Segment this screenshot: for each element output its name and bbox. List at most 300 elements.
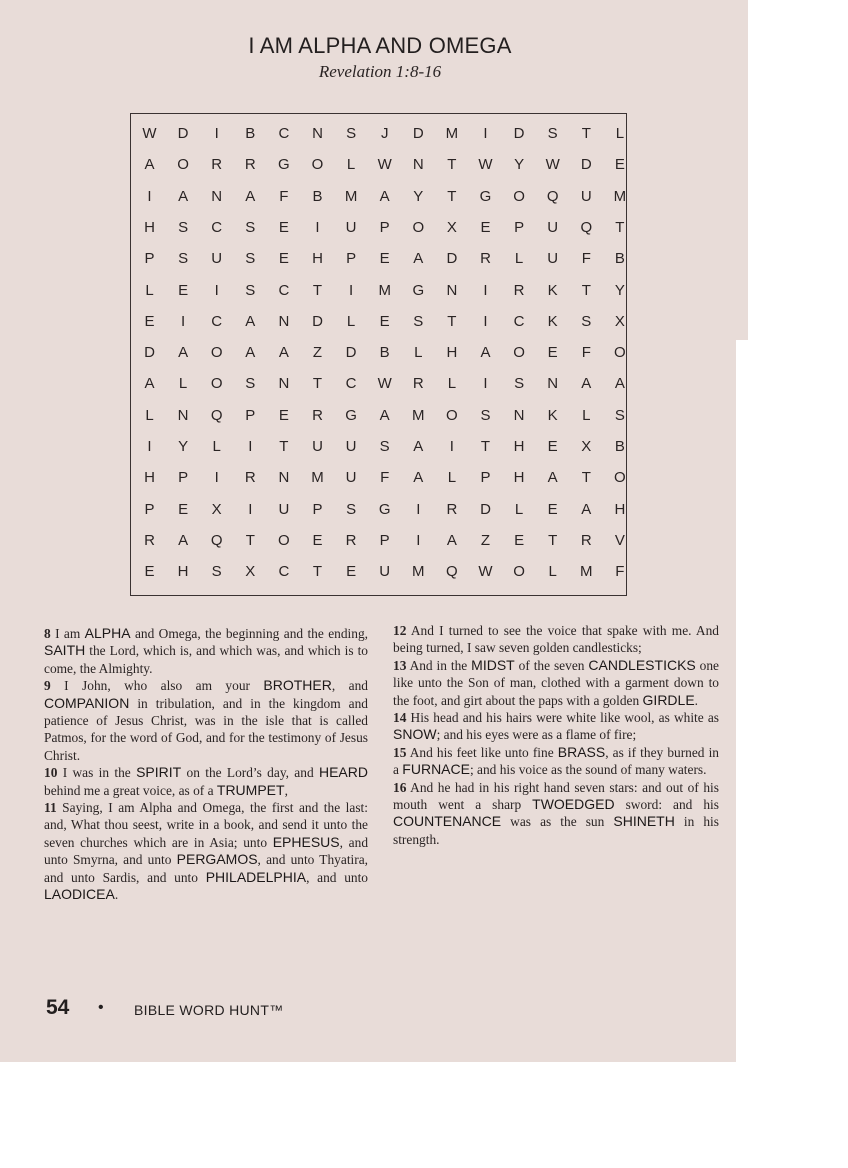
grid-letter: H — [144, 218, 155, 236]
grid-letter: I — [416, 500, 421, 518]
grid-letter: M — [344, 187, 358, 205]
grid-letter: D — [480, 500, 491, 518]
grid-letter: E — [346, 563, 357, 581]
grid-letter: I — [214, 281, 219, 299]
grid-letter: N — [547, 375, 559, 393]
grid-letter: E — [379, 250, 390, 268]
grid-letter: R — [312, 406, 323, 424]
grid-letter: A — [178, 344, 189, 362]
grid-letter: R — [144, 531, 155, 549]
verse-text: , and unto Smyrna, and unto — [44, 834, 369, 868]
grid-letter: S — [346, 125, 357, 142]
grid-letter: S — [480, 406, 491, 424]
grid-letter: S — [547, 125, 558, 142]
grid-letter: A — [178, 531, 189, 549]
grid-letter: P — [312, 500, 323, 518]
grid-letter: H — [144, 469, 155, 487]
grid-letter: O — [177, 156, 189, 174]
grid-letter: P — [245, 406, 256, 424]
grid-letter: K — [547, 406, 558, 424]
grid-letter: S — [245, 375, 256, 393]
grid-letter: U — [345, 469, 357, 487]
grid-letter: T — [447, 187, 457, 205]
grid-letter: A — [245, 187, 256, 205]
grid-letter: X — [245, 563, 256, 581]
keyword: COMPANION — [44, 694, 130, 711]
grid-letter: K — [547, 281, 558, 299]
grid-letter: D — [177, 125, 189, 142]
grid-letter: N — [312, 125, 323, 142]
verse-10 — [44, 764, 368, 799]
verse-16 — [393, 779, 719, 849]
verse-text: ; and his eyes were as a flame of fire; — [436, 727, 637, 743]
grid-letter: P — [379, 218, 390, 236]
grid-letter: M — [412, 406, 425, 424]
grid-letter: E — [278, 406, 289, 424]
grid-letter: A — [480, 344, 491, 362]
grid-letter: O — [513, 344, 525, 362]
grid-letter: E — [144, 312, 155, 330]
verse-number: 8 — [44, 626, 51, 641]
grid-letter: E — [547, 438, 558, 455]
verse-9 — [44, 677, 368, 764]
grid-letter: W — [545, 156, 560, 174]
verse-12 — [393, 622, 719, 657]
grid-letter: M — [613, 187, 627, 205]
grid-letter: P — [346, 250, 357, 268]
grid-letter: L — [414, 344, 423, 362]
page-title: I AM ALPHA AND OMEGA — [248, 33, 512, 58]
grid-letter: H — [177, 563, 189, 581]
verse-text: sword: and his — [614, 797, 719, 813]
keyword: SAITH — [44, 642, 86, 659]
verse-number: 16 — [393, 779, 407, 795]
grid-letter: X — [211, 500, 222, 518]
grid-letter: W — [478, 156, 493, 174]
verse-text: , and — [331, 678, 368, 694]
grid-letter: S — [245, 218, 256, 236]
grid-letter: C — [211, 312, 223, 330]
verse-text: . — [694, 692, 699, 708]
grid-letter: I — [248, 500, 253, 518]
grid-letter: R — [580, 531, 592, 549]
grid-letter: X — [446, 218, 457, 236]
verse-text: on the Lord’s day, and — [181, 765, 319, 781]
grid-letter: S — [178, 250, 189, 268]
keyword: COUNTENANCE — [393, 813, 502, 830]
verse-text: Saying, I am Alpha and Omega, the first and the last: and, What thou seest, write in a book, and send it unto the seven churches which are in Asia; unto — [44, 800, 368, 850]
verse-text: And his feet like unto fine — [406, 744, 558, 760]
grid-letter: L — [447, 375, 457, 393]
page-edge-lower — [722, 340, 736, 1062]
grid-letter: L — [145, 281, 154, 299]
keyword: GIRDLE — [642, 691, 695, 708]
verse-text: And he had in his right hand seven stars: and out of his mouth went a sharp — [393, 779, 719, 813]
verse-number: 12 — [393, 623, 407, 638]
verse-number: 13 — [393, 657, 407, 673]
grid-letter: H — [446, 344, 458, 362]
verse-number: 14 — [393, 710, 407, 726]
verse-13 — [393, 657, 719, 709]
grid-letter: S — [211, 563, 222, 581]
grid-letter: D — [144, 344, 155, 362]
grid-letter: L — [582, 406, 591, 424]
footer-bullet: • — [98, 999, 104, 1016]
grid-letter: T — [447, 156, 457, 174]
grid-letter: U — [547, 218, 559, 236]
grid-letter: I — [483, 125, 488, 142]
keyword: TWOEDGED — [532, 796, 615, 813]
grid-letter: T — [581, 469, 591, 487]
grid-letter: T — [615, 218, 625, 236]
grid-letter: B — [614, 250, 625, 268]
grid-letter: T — [312, 281, 323, 299]
grid-letter: R — [244, 469, 256, 487]
grid-letter: T — [312, 375, 323, 393]
grid-letter: S — [614, 406, 625, 424]
grid-letter: U — [547, 250, 559, 268]
grid-letter: R — [345, 531, 357, 549]
grid-letter: E — [178, 500, 189, 518]
grid-letter: S — [346, 500, 357, 518]
grid-letter: A — [547, 469, 558, 487]
keyword: BROTHER — [263, 677, 332, 694]
grid-letter: F — [581, 344, 591, 362]
grid-letter: L — [548, 563, 557, 581]
grid-letter: N — [513, 406, 525, 424]
grid-letter: A — [581, 375, 592, 393]
grid-letter: G — [479, 187, 492, 205]
verses-column-right — [393, 622, 719, 848]
grid-letter: S — [514, 375, 525, 393]
grid-letter: M — [378, 281, 391, 299]
grid-letter: M — [412, 563, 425, 581]
grid-letter: S — [245, 250, 256, 268]
grid-letter: F — [279, 187, 289, 205]
grid-letter: O — [311, 156, 324, 174]
grid-letter: I — [147, 438, 152, 455]
grid-letter: D — [580, 156, 592, 174]
verse-text: And I turned to see the voice that spake with me. And being turned, I saw seven golden candlesticks; — [393, 623, 719, 656]
grid-letter: G — [345, 406, 357, 424]
grid-letter: T — [279, 438, 289, 455]
keyword: SPIRIT — [136, 764, 182, 781]
verse-text: . — [114, 887, 119, 903]
grid-letter: I — [416, 531, 421, 549]
grid-letter: C — [513, 312, 525, 330]
grid-letter: T — [548, 531, 558, 549]
word-search-grid — [130, 113, 627, 596]
grid-letter: O — [446, 406, 458, 424]
grid-letter: N — [278, 375, 290, 393]
keyword: BRASS — [557, 743, 606, 760]
grid-letter: O — [210, 375, 223, 393]
grid-letter: F — [581, 250, 591, 268]
grid-letter: N — [446, 281, 458, 299]
grid-letter: S — [581, 312, 592, 330]
grid-letter: C — [345, 375, 357, 393]
grid-letter: H — [513, 469, 525, 487]
grid-letter: Q — [546, 187, 559, 205]
grid-letter: W — [377, 375, 392, 393]
grid-letter: D — [312, 312, 323, 330]
keyword: SHINETH — [613, 813, 675, 830]
verse-text: behind me a great voice, as of a — [44, 782, 217, 798]
grid-letter: O — [614, 344, 626, 362]
keyword: FURNACE — [402, 761, 470, 778]
keyword: PERGAMOS — [176, 851, 258, 868]
grid-letter: E — [480, 218, 491, 236]
grid-letter: U — [211, 250, 223, 268]
grid-letter: D — [412, 125, 424, 142]
grid-letter: I — [483, 281, 488, 299]
grid-letter: D — [345, 344, 357, 362]
grid-letter: S — [245, 281, 256, 299]
grid-letter: U — [345, 218, 357, 236]
verse-text: ; and his voice as the sound of many waters. — [469, 762, 707, 778]
grid-letter: T — [480, 438, 491, 455]
grid-letter: L — [514, 250, 524, 268]
grid-letter: H — [312, 250, 323, 268]
grid-letter: I — [147, 187, 152, 205]
grid-letter: L — [447, 469, 457, 487]
grid-letter: R — [446, 500, 458, 518]
grid-letter: M — [580, 563, 593, 581]
grid-letter: O — [513, 563, 525, 581]
grid-letter: M — [445, 125, 459, 142]
keyword: LAODICEA — [44, 886, 115, 903]
grid-letter: Z — [312, 344, 323, 362]
grid-letter: Y — [514, 156, 525, 174]
scripture-reference: Revelation 1:8-16 — [318, 62, 442, 81]
grid-letter: U — [379, 563, 391, 581]
grid-letter: I — [248, 438, 253, 455]
grid-letter: B — [312, 187, 323, 205]
grid-letter: A — [178, 187, 189, 205]
grid-letter: S — [379, 438, 390, 455]
verse-text: one like unto the Son of man, clothed with a garment down to the foot, and girt about the paps with a golden — [393, 657, 719, 708]
grid-letter: A — [245, 344, 256, 362]
grid-letter: T — [245, 531, 255, 549]
grid-letter: P — [514, 218, 525, 236]
verse-text: of the seven — [514, 657, 589, 673]
grid-letter: C — [211, 218, 223, 236]
grid-letter: E — [614, 156, 625, 174]
grid-letter: L — [615, 125, 625, 142]
verse-11 — [44, 799, 368, 903]
grid-letter: P — [144, 500, 155, 518]
grid-letter: J — [380, 125, 389, 142]
grid-letter: U — [312, 438, 323, 455]
grid-letter: E — [312, 531, 323, 549]
grid-letter: R — [480, 250, 491, 268]
grid-letter: W — [142, 125, 157, 142]
grid-letter: E — [547, 344, 558, 362]
keyword: CANDLESTICKS — [588, 656, 696, 673]
grid-letter: R — [412, 375, 424, 393]
grid-letter: A — [379, 406, 390, 424]
verse-text: I was in the — [57, 765, 137, 781]
verse-text: I John, who also am your — [50, 678, 264, 694]
grid-letter: H — [614, 500, 626, 518]
verse-text: , as if they burned in a — [393, 744, 720, 778]
grid-letter: A — [144, 375, 155, 393]
verse-text: His head and his hairs were white like wool, as white as — [406, 710, 719, 726]
grid-letter: P — [178, 469, 189, 487]
footer-book-title: BIBLE WORD HUNT™ — [134, 1002, 284, 1018]
grid-letter: C — [278, 563, 290, 581]
grid-letter: N — [278, 469, 290, 487]
grid-letter: O — [412, 218, 425, 236]
grid-letter: Y — [178, 438, 189, 455]
grid-letter: D — [446, 250, 458, 268]
verse-text: And in the — [406, 657, 472, 673]
grid-letter: I — [483, 375, 488, 393]
grid-letter: K — [547, 312, 558, 330]
grid-letter: C — [278, 125, 290, 142]
grid-letter: A — [413, 469, 424, 487]
grid-letter: P — [480, 469, 491, 487]
keyword: ALPHA — [84, 625, 131, 641]
grid-letter: H — [513, 438, 525, 455]
grid-letter: T — [581, 125, 591, 142]
grid-letter: W — [478, 563, 493, 581]
grid-letter: Z — [480, 531, 491, 549]
keyword: MIDST — [471, 656, 515, 673]
grid-letter: G — [278, 156, 290, 174]
grid-letter: R — [513, 281, 525, 299]
grid-letter: Y — [413, 187, 424, 205]
grid-letter: N — [177, 406, 189, 424]
grid-letter: A — [446, 531, 457, 549]
verse-text: I am — [50, 626, 85, 641]
grid-letter: X — [614, 312, 625, 330]
grid-letter: I — [181, 312, 186, 330]
verse-text: , and unto Thyatira, and unto Sardis, and unto — [44, 852, 369, 885]
grid-letter: O — [614, 469, 626, 487]
grid-letter: B — [614, 438, 625, 455]
grid-letter: A — [245, 312, 256, 330]
verse-text: the Lord, which is, and which was, and which is to come, the Almighty. — [44, 643, 368, 676]
verse-number: 10 — [44, 765, 58, 781]
grid-letter: S — [413, 312, 424, 330]
verse-text: and Omega, the beginning and the ending, — [130, 626, 368, 641]
grid-letter: I — [349, 281, 354, 299]
verse-text: , and unto — [306, 869, 369, 885]
grid-letter: A — [278, 344, 289, 362]
grid-letter: O — [278, 531, 290, 549]
grid-letter: N — [412, 156, 424, 174]
grid-letter: Q — [580, 218, 593, 236]
grid-letter: Q — [210, 531, 223, 549]
grid-letter: A — [413, 438, 424, 455]
grid-letter: C — [278, 281, 290, 299]
keyword: SNOW — [393, 726, 437, 743]
grid-letter: O — [513, 187, 525, 205]
grid-letter: I — [214, 125, 219, 142]
grid-letter: F — [380, 469, 390, 487]
grid-letter: L — [346, 312, 356, 330]
grid-letter: A — [144, 156, 155, 174]
grid-letter: E — [278, 218, 289, 236]
verse-text: in tribulation, and in the kingdom and patience of Jesus Christ, was in the isle that is called Patmos, for the word of God, and for the testimony of Jesus Christ. — [44, 695, 368, 763]
grid-letter: A — [413, 250, 424, 268]
grid-letter: L — [514, 500, 524, 518]
verse-15 — [393, 744, 719, 779]
grid-letter: A — [379, 187, 390, 205]
verse-number: 11 — [44, 800, 57, 816]
grid-letter: W — [377, 156, 392, 174]
grid-letter: I — [214, 469, 219, 487]
verse-number: 9 — [44, 678, 51, 694]
keyword: HEARD — [318, 764, 368, 781]
verse-number: 15 — [393, 744, 407, 760]
grid-letter: L — [145, 406, 154, 424]
grid-letter: I — [483, 312, 488, 330]
grid-letter: E — [144, 563, 155, 581]
grid-letter: G — [378, 500, 391, 518]
keyword: PHILADELPHIA — [205, 868, 307, 885]
grid-letter: R — [211, 156, 223, 174]
grid-letter: V — [614, 531, 625, 549]
verse-8 — [44, 625, 368, 677]
page-number: 54 — [46, 996, 70, 1019]
grid-letter: U — [345, 438, 357, 455]
grid-letter: L — [212, 438, 221, 455]
grid-letter: R — [244, 156, 256, 174]
grid-letter: M — [311, 469, 324, 487]
grid-letter: Y — [614, 281, 625, 299]
grid-letter: B — [379, 344, 390, 362]
grid-letter: A — [581, 500, 592, 518]
verse-text: in his strength. — [393, 814, 719, 847]
verse-text: was as the sun — [501, 814, 614, 830]
grid-letter: P — [144, 250, 155, 268]
grid-letter: A — [614, 375, 625, 393]
grid-letter: E — [178, 281, 189, 299]
grid-letter: E — [379, 312, 390, 330]
grid-letter: E — [278, 250, 289, 268]
verse-14 — [393, 709, 719, 744]
grid-letter: P — [379, 531, 390, 549]
grid-letter: Q — [446, 563, 458, 581]
verses-column-left — [44, 625, 368, 904]
grid-letter: U — [278, 500, 290, 518]
grid-letter: N — [278, 312, 290, 330]
grid-letter: X — [581, 438, 592, 455]
grid-letter: I — [315, 218, 320, 236]
keyword: EPHESUS — [272, 833, 340, 850]
grid-letter: T — [312, 563, 323, 581]
grid-letter: F — [615, 563, 625, 581]
grid-letter: I — [449, 438, 454, 455]
grid-letter: G — [412, 281, 425, 299]
grid-letter: E — [514, 531, 525, 549]
grid-letter: B — [245, 125, 256, 142]
grid-letter: L — [346, 156, 356, 174]
grid-letter: L — [178, 375, 188, 393]
grid-letter: Q — [210, 406, 223, 424]
verse-text: , — [284, 782, 288, 798]
grid-letter: T — [581, 281, 591, 299]
grid-letter: O — [210, 344, 223, 362]
keyword: TRUMPET — [216, 781, 285, 798]
grid-letter: D — [513, 125, 525, 142]
grid-letter: E — [547, 500, 558, 518]
grid-letter: U — [580, 187, 592, 205]
grid-letter: S — [178, 218, 189, 236]
grid-letter: N — [211, 187, 223, 205]
